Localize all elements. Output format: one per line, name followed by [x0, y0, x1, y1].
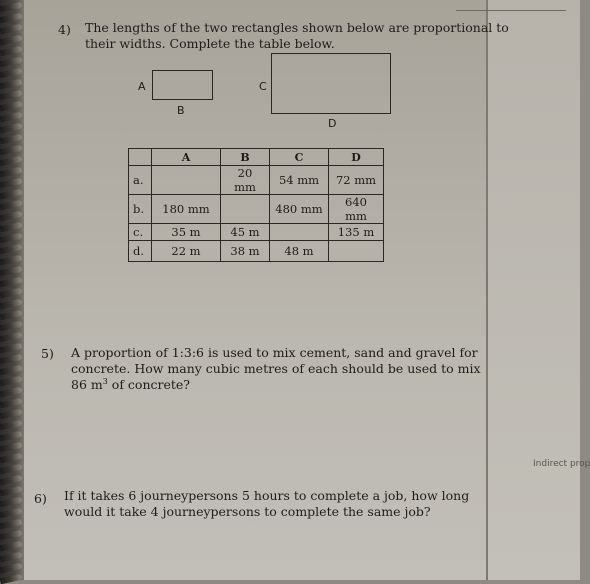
question-5-line-1: A proportion of 1:3:6 is used to mix cement, sand and gravel for — [71, 345, 478, 360]
table-cell: 45 m — [221, 224, 270, 241]
rectangle-small — [152, 70, 213, 100]
binding-coil — [0, 475, 22, 485]
adjacent-page — [488, 0, 580, 580]
binding-coil — [0, 343, 22, 353]
table-header-row — [129, 149, 384, 166]
q5-cubed: 3 — [102, 376, 108, 386]
header-rule-line — [456, 10, 566, 11]
table-cell: 135 m — [329, 224, 384, 241]
table-header-cell: D — [329, 149, 384, 166]
spiral-binding — [0, 0, 24, 580]
table-row — [129, 166, 384, 195]
binding-coil — [0, 409, 22, 419]
page-margin-line — [486, 0, 488, 580]
binding-coil — [0, 387, 22, 397]
row-label: b. — [129, 195, 152, 224]
row-label: a. — [129, 166, 152, 195]
row-label: c. — [129, 224, 152, 241]
binding-coil — [0, 101, 22, 111]
binding-coil — [0, 453, 22, 463]
binding-coil — [0, 211, 22, 221]
binding-coil — [0, 57, 22, 67]
binding-coil — [0, 332, 22, 342]
question-5-line-2: concrete. How many cubic metres of each should be used to mix — [71, 361, 481, 376]
table-header-cell: C — [270, 149, 329, 166]
question-4-line-2: their widths. Complete the table below. — [85, 36, 335, 51]
question-5-number: 5) — [41, 346, 54, 361]
label-a: A — [138, 80, 146, 93]
binding-coil — [0, 189, 22, 199]
question-6-line-2: would it take 4 journeypersons to complete the same job? — [64, 504, 431, 519]
binding-coil — [0, 464, 22, 474]
binding-coil — [0, 46, 22, 56]
table-cell: 54 mm — [270, 166, 329, 195]
q5-volume: 86 m — [71, 377, 103, 392]
binding-coil — [0, 420, 22, 430]
label-b: B — [177, 104, 185, 117]
table-cell — [329, 241, 384, 262]
label-c: C — [259, 80, 267, 93]
table-row — [129, 195, 384, 224]
binding-coil — [0, 112, 22, 122]
binding-coil — [0, 277, 22, 287]
table-header-cell: A — [152, 149, 221, 166]
table-row — [129, 224, 384, 241]
binding-coil — [0, 486, 22, 496]
binding-coil — [0, 13, 22, 23]
binding-coil — [0, 288, 22, 298]
binding-coil — [0, 398, 22, 408]
table-cell: 640 mm — [329, 195, 384, 224]
table-cell: 48 m — [270, 241, 329, 262]
binding-coil — [0, 376, 22, 386]
binding-coil — [0, 244, 22, 254]
table-row — [129, 241, 384, 262]
binding-coil — [0, 541, 22, 551]
binding-coil — [0, 167, 22, 177]
binding-coil — [0, 299, 22, 309]
binding-coil — [0, 145, 22, 155]
binding-coil — [0, 552, 22, 562]
binding-coil — [0, 178, 22, 188]
binding-coil — [0, 442, 22, 452]
table-cell — [270, 224, 329, 241]
table-cell: 72 mm — [329, 166, 384, 195]
side-page-text: Indirect prop — [533, 459, 590, 469]
question-6-line-1: If it takes 6 journeypersons 5 hours to complete a job, how long — [64, 488, 470, 503]
proportion-table — [128, 148, 384, 262]
question-5-line-3 — [71, 377, 190, 392]
binding-coil — [0, 200, 22, 210]
binding-coil — [0, 497, 22, 507]
binding-coil — [0, 79, 22, 89]
table-cell: 20 mm — [221, 166, 270, 195]
table-header-cell — [129, 149, 152, 166]
binding-coil — [0, 24, 22, 34]
table-cell: 22 m — [152, 241, 221, 262]
table-cell: 38 m — [221, 241, 270, 262]
binding-coil — [0, 68, 22, 78]
binding-coil — [0, 431, 22, 441]
label-d: D — [328, 117, 337, 130]
row-label: d. — [129, 241, 152, 262]
binding-coil — [0, 233, 22, 243]
binding-coil — [0, 134, 22, 144]
binding-coil — [0, 310, 22, 320]
binding-coil — [0, 508, 22, 518]
table-cell — [152, 166, 221, 195]
binding-coil — [0, 255, 22, 265]
binding-coil — [0, 354, 22, 364]
binding-coil — [0, 156, 22, 166]
binding-coil — [0, 365, 22, 375]
binding-coil — [0, 90, 22, 100]
table-cell: 35 m — [152, 224, 221, 241]
binding-coil — [0, 563, 22, 573]
rectangle-large — [271, 53, 391, 114]
table-header-cell: B — [221, 149, 270, 166]
binding-coil — [0, 266, 22, 276]
binding-coil — [0, 222, 22, 232]
table-cell — [221, 195, 270, 224]
question-6-number: 6) — [34, 491, 47, 506]
binding-coil — [0, 123, 22, 133]
q5-end: of concrete? — [107, 377, 190, 392]
table-cell: 480 mm — [270, 195, 329, 224]
binding-coil — [0, 2, 22, 12]
binding-coil — [0, 530, 22, 540]
binding-coil — [0, 35, 22, 45]
table-cell: 180 mm — [152, 195, 221, 224]
question-4-number: 4) — [58, 22, 71, 37]
binding-coil — [0, 574, 22, 584]
binding-coil — [0, 519, 22, 529]
binding-coil — [0, 321, 22, 331]
question-4-line-1: The lengths of the two rectangles shown below are proportional to — [85, 20, 509, 35]
